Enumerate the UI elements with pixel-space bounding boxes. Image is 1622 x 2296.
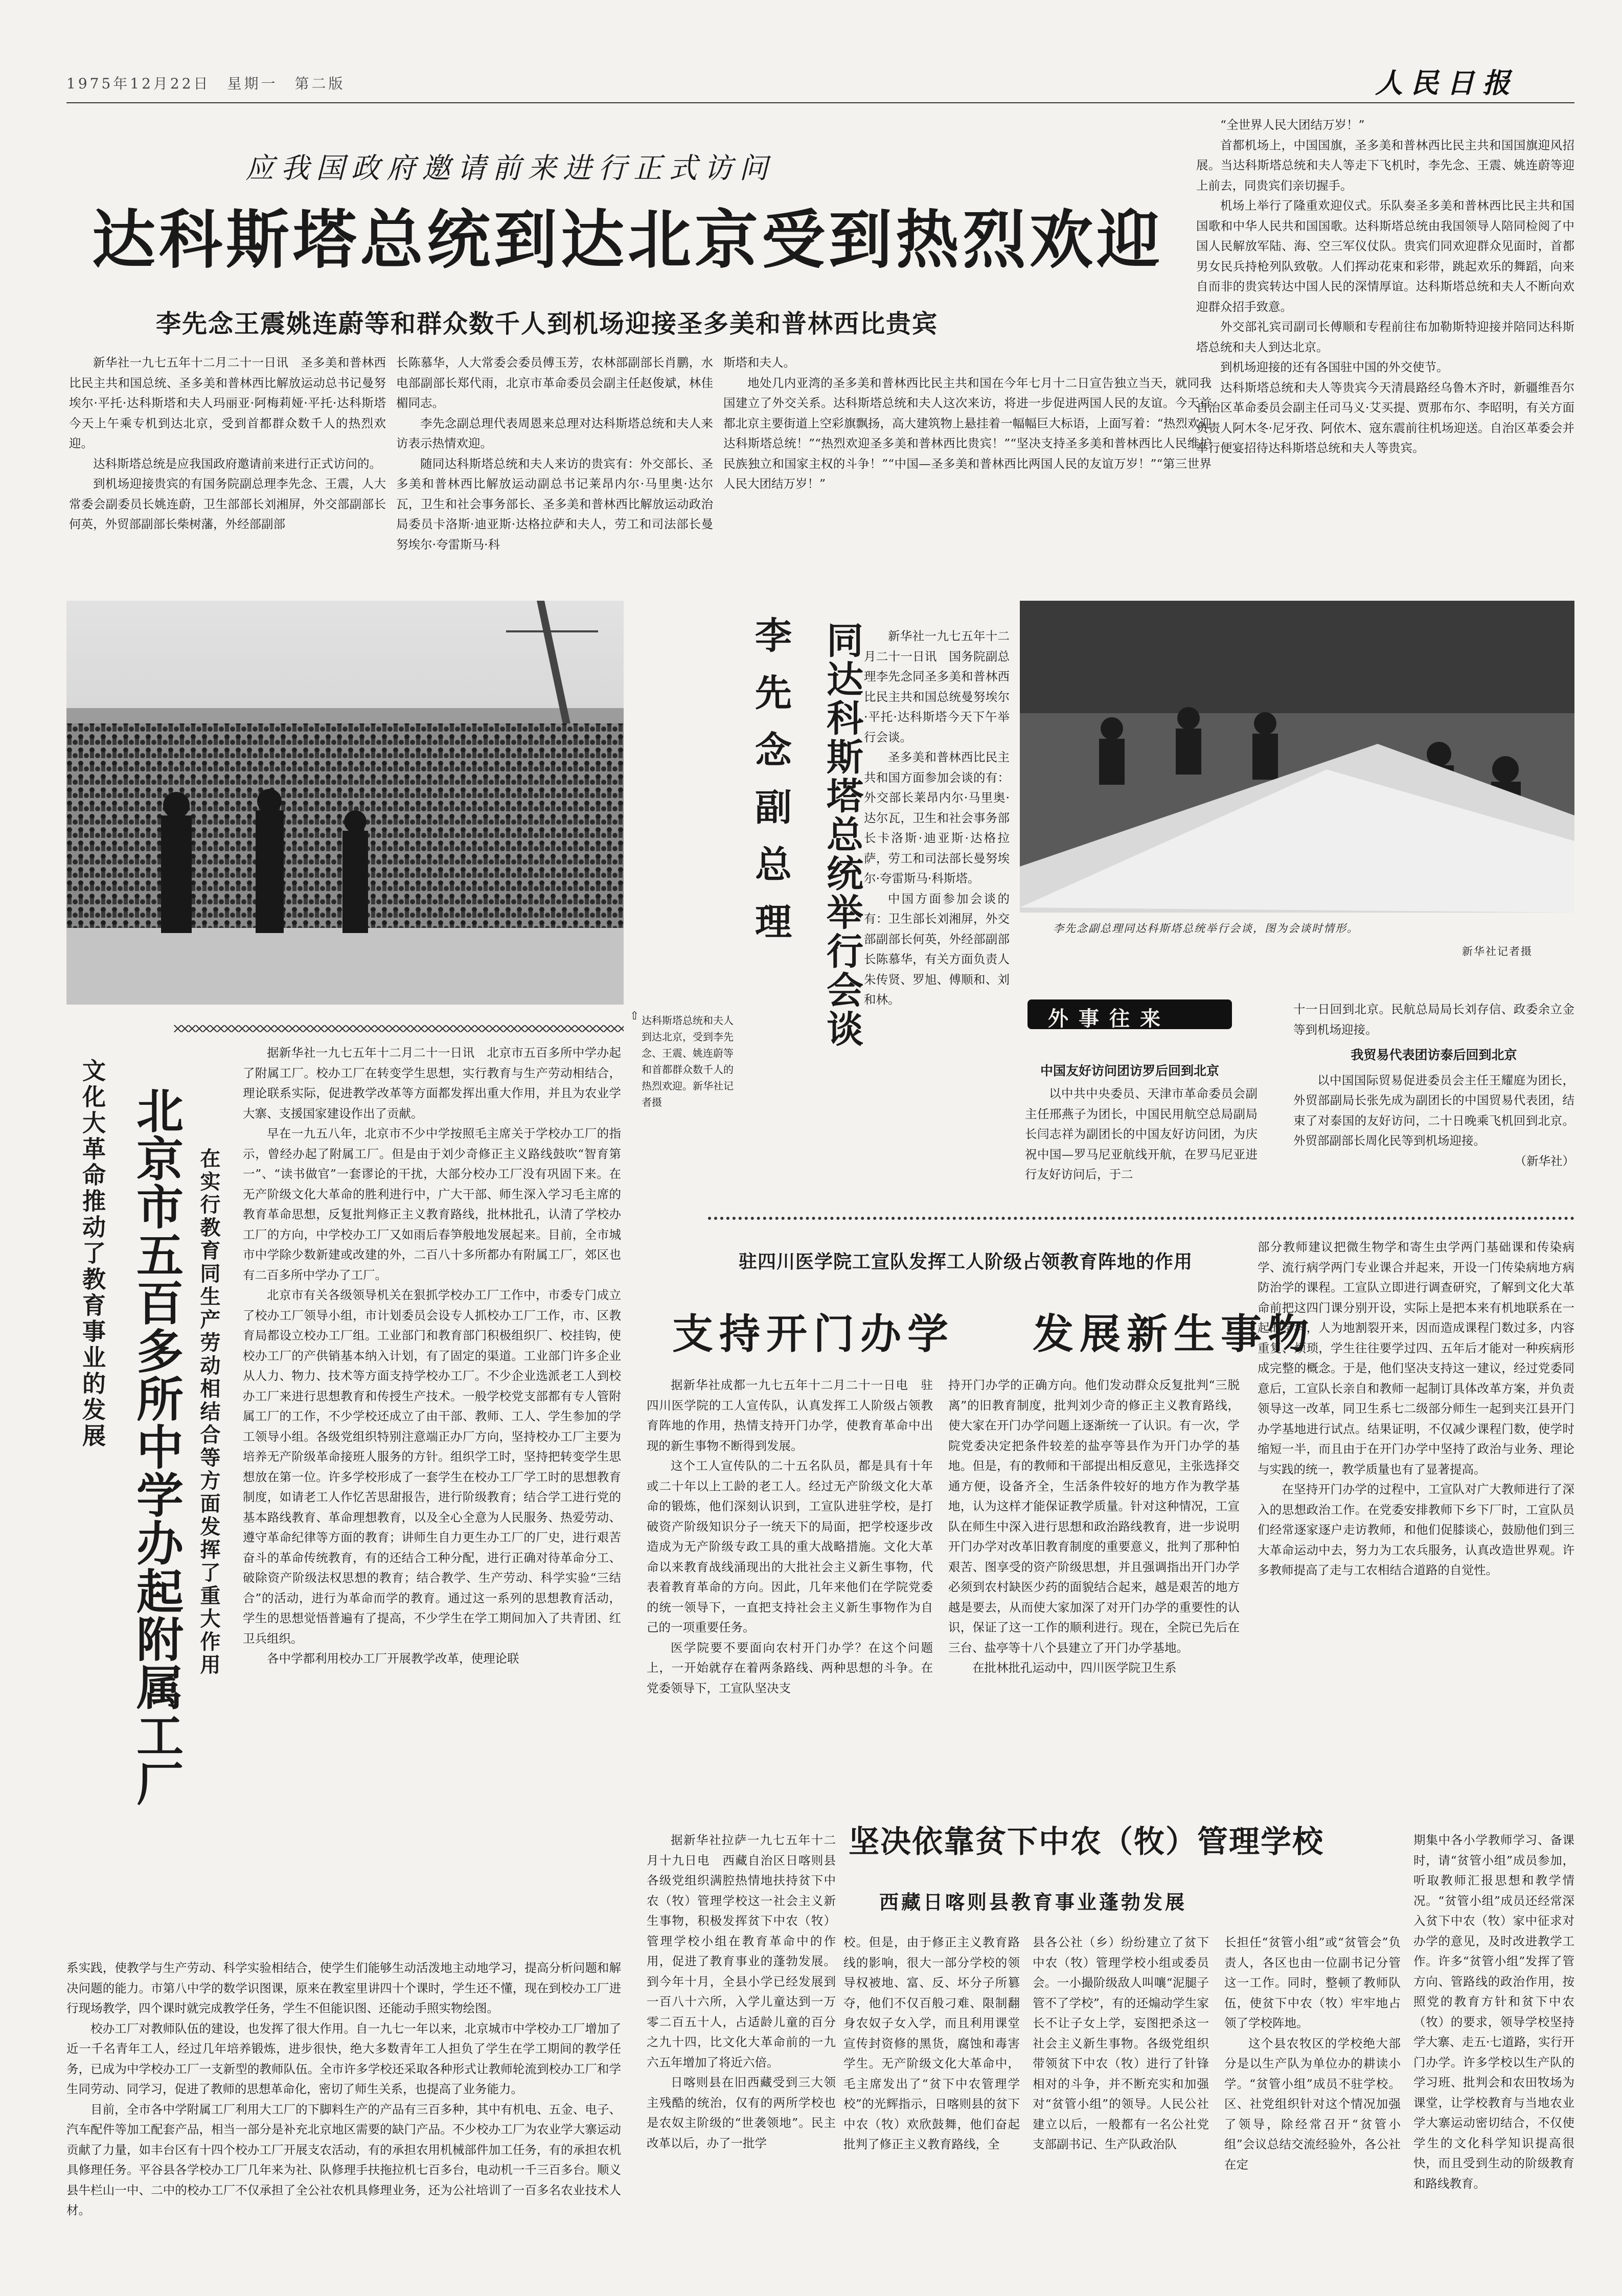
talks-paragraph: 新华社一九七五年十二月二十一日讯 国务院副总理李先念同圣多美和普林西比民主共和国总统曼努埃尔·平托·达科斯塔今天下午举行会谈。: [864, 629, 1010, 744]
talks-body: [864, 626, 1010, 1230]
lead-paragraph: 首都机场上，中国国旗，圣多美和普林西比民主共和国国旗迎风招展。当达科斯塔总统和夫人等走下飞机时，李先念、王震、姚连蔚等迎上前去，同贵宾们亲切握手。: [1196, 138, 1574, 193]
dotted-divider: [708, 1217, 1574, 1220]
talks-paragraph: 中国方面参加会谈的有：卫生部长刘湘屏，外交部副部长何英，外经部副部长陈慕华，有关方面负责人朱传贤、罗旭、傅顺和、刘和林。: [864, 891, 1010, 1007]
openschool-paragraph: 这个工人宣传队的二十五名队员，都是具有十年或二十年以上工龄的老工人。经过无产阶级文化大革命的锻炼，他们深刻认识到，工宣队进驻学校，是打破资产阶级知识分子一统天下的局面，把学校逐步改造成为无产阶级专政工具的重大战略措施。文化大革命以来教育战线涌现出的大批社会主义新生事物，代表着教育革命的方向。因此，几年来他们在学院党委的统一领导下，一直把支持社会主义新生事物作为自己的一项重要任务。: [647, 1459, 933, 1634]
tibet-paragraph: 长担任“贫管小组”或“贫管会”负责人，各区也由一位副书记分管这一工作。同时，整顿了教师队伍，使贫下中农（牧）牢牢地占领了学校阵地。: [1224, 1935, 1401, 2030]
lead-kicker: 应我国政府邀请前来进行正式访问: [245, 152, 774, 185]
factories-paragraph: 校办工厂对教师队伍的建设，也发挥了很大作用。自一九七一年以来，北京城市中学校办工厂增加了近一千名青年工人，经过几年培养锻炼，进步很快，绝大多数青年工人担负了学生在学工期间的教学任务，已成为中学校办工厂一支新型的教师队伍。全市许多学校还采取各种形式让教师轮流到校办工厂和学生同劳动、同学习，促进了教师的思想革命化，密切了师生关系，也提高了业务能力。: [66, 2021, 621, 2096]
tibet-column-2: [843, 1933, 1020, 2265]
foreign-paragraph: 十一日回到北京。民航总局局长刘存信、政委余立金等到机场迎接。: [1293, 1002, 1574, 1037]
lead-paragraph: 新华社一九七五年十二月二十一日讯 圣多美和普林西比民主共和国总统、圣多美和普林西比解放运动总书记曼努埃尔·平托·达科斯塔和夫人玛丽亚·阿梅莉娅·平托·达科斯塔今天上午乘专机到达北京，受到首都群众数千人的热烈欢迎。: [69, 355, 386, 450]
openschool-paragraph: 在坚持开门办学的过程中，工宣队对广大教师进行了深入的思想政治工作。在党委安排教师下乡下厂时，工宣队员们经常逐家逐户走访教师，和他们促膝谈心，鼓励他们到三大革命运动中去，努力为工农兵服务，认真改造世界观。许多教师提高了走与工农相结合道路的自觉性。: [1258, 1482, 1574, 1577]
talks-paragraph: 圣多美和普林西比民主共和国方面参加会谈的有：外交部长莱昂内尔·马里奥·达尔瓦，卫生和社会事务部长卡洛斯·迪亚斯·达格拉萨，劳工和司法部长曼努埃尔·夸雷斯马·科斯塔。: [864, 750, 1010, 885]
lead-paragraph: 达科斯塔总统和夫人等贵宾今天清晨路经乌鲁木齐时，新疆维吾尔自治区革命委员会副主任司马义·艾买提、贾那布尔、李昭明，有关方面负责人阿木冬·尼牙孜、阿依木、寇东震前往机场迎送。自治区革委会并举行便宴招待达科斯塔总统和夫人等贵宾。: [1196, 380, 1574, 455]
airport-welcome-photo: [66, 601, 624, 1005]
factories-body-lower: [66, 1958, 621, 2265]
foreign-item1-body: [1025, 1084, 1258, 1232]
factories-paragraph: 据新华社一九七五年十二月二十一日讯 北京市五百多所中学办起了附属工厂。校办工厂在转变学生思想，实行教育与生产劳动相结合，理论联系实际，促进教学改革等方面都发挥出重大作用，并且为农业学大寨、支援国家建设作出了贡献。: [243, 1045, 621, 1121]
lead-paragraph: “全世界人民大团结万岁！”: [1220, 118, 1365, 132]
factories-paragraph: 早在一九五八年，北京市不少中学按照毛主席关于学校办工厂的指示，曾经办起了附属工厂。但是由于刘少奇修正主义路线鼓吹“智育第一”、“读书做官”一套谬论的干扰，大部分校办工厂没有巩固下来。在无产阶级文化大革命的胜利进行中，广大干部、师生深入学习毛主席的教育革命思想，反复批判修正主义教育路线，批林批孔，认清了学校办工厂的方向，中学校办工厂又如雨后春笋般地发展起来。目前，全市城市中学除少数新建或改建的外，二百八十多所都办有附属工厂，郊区也有二百多所中学办了工厂。: [243, 1126, 621, 1282]
talks-headline-a: 李先念副总理: [749, 616, 792, 960]
tibet-column-5: [1413, 1830, 1574, 2265]
factories-side-head: 文化大革命推动了教育事业的发展: [79, 1058, 106, 1449]
lead-column-4: [1196, 115, 1574, 593]
talks-photo-credit: 新华社记者摄: [1462, 945, 1533, 958]
foreign-paragraph: 以中共中央委员、天津市革命委员会副主任邢燕子为团长，中国民用航空总局副局长闫志祥为副团长的中国友好访问团，为庆祝中国—罗马尼亚航线开航，在罗马尼亚进行友好访问后，于二: [1025, 1086, 1258, 1181]
factories-headline: 北京市五百多所中学办起附属工厂: [129, 1086, 184, 1807]
lead-paragraph: 机场上举行了隆重欢迎仪式。乐队奏圣多美和普林西比民主共和国国歌和中华人民共和国国歌。达科斯塔总统由我国领导人陪同检阅了中国人民解放军陆、海、空三军仪仗队。贵宾们同欢迎群众见面时，首都男女民兵持枪列队致敬。人们挥动花束和彩带，跳起欢乐的舞蹈，向来自而非的贵宾转达中国人民的深情厚谊。达科斯塔总统和夫人不断向欢迎群众招手致意。: [1196, 198, 1574, 314]
talks-photo-caption: 李先念副总理同达科斯塔总统举行会谈，图为会谈时情形。: [1053, 922, 1359, 935]
tibet-column-3: [1033, 1933, 1209, 2265]
factories-body-upper: [243, 1043, 621, 1950]
foreign-affairs-banner-text: 外事往来: [1048, 1007, 1171, 1031]
foreign-item2-title: 我贸易代表团访泰后回到北京: [1351, 1048, 1517, 1062]
date-line: 1975年12月22日 星期一 第二版: [66, 75, 346, 92]
photo-caption-arrow-icon: ⇧: [630, 1010, 639, 1022]
lead-paragraph: 达科斯塔总统是应我国政府邀请前来进行正式访问的。: [93, 456, 381, 471]
openschool-paragraph: 部分教师建议把微生物学和寄生虫学两门基础课和传染病学、流行病学两门专业课合并起来，开设一门传染病地方病防治学的课程。工宣队立即进行调查研究，了解到文化大革命前把这四门课分别开设，实际上是把本来有机地联系在一起的学科，人为地割裂开来，因而造成课程门数过多，内容重复、烦琐，学生往往要学过四、五年后才能对一种疾病形成完整的概念。于是，他们坚决支持这一建议，经过党委同意后，工宣队长亲自和教师一起制订具体改革方案，并负责领导这一改革，同卫生系七二级部分师生一起到夹江县开门办学基地进行试点。结果证明，不仅减少课程门数，使学时缩短一半，而且由于在开门办学中坚持了政治与业务、理论与实践的统一，教学质量也有了显著提高。: [1258, 1240, 1574, 1476]
lead-subheadline: 李先念王震姚连蔚等和群众数千人到机场迎接圣多美和普林西比贵宾: [156, 309, 939, 338]
factories-subhead: 在实行教育同生产劳动相结合等方面发挥了重大作用: [197, 1148, 221, 1677]
tibet-headline: 坚决依靠贫下中农（牧）管理学校: [849, 1824, 1324, 1860]
airport-photo-caption-text: 达科斯塔总统和夫人到达北京，受到李先念、王震、姚连蔚等和首都群众数千人的热烈欢迎。新华社记者摄: [642, 1014, 734, 1108]
tibet-column-1: [647, 1830, 836, 2265]
lead-paragraph: 李先念副总理代表周恩来总理对达科斯塔总统和夫人来访表示热情欢迎。: [396, 416, 713, 450]
tibet-column-4: [1224, 1933, 1401, 2265]
tibet-paragraph: 期集中各小学教师学习、备课时，请“贫管小组”成员参加，听取教师汇报思想和教学情况。“贫管小组”成员还经常深入贫下中农（牧）家中征求对办学的意见，及时改进教学工作。许多“贫管小组”发挥了管方向、管路线的政治作用，按照党的教育方针和贫下中农（牧）的要求，领导学校坚持学大寨、走五·七道路，实行开门办学。许多学校以生产队的学习班、批判会和农田牧场为课堂，让学校教育与当地农业学大寨运动密切结合，不仅使学生的文化科学知识提高很快，而且受到生动的阶级教育和路线教育。: [1413, 1833, 1574, 2191]
tibet-paragraph: 日喀则县在旧西藏受到三大领主残酷的统治，仅有的两所学校也是农奴主阶级的“世袭领地”。民主改革以后，办了一批学: [647, 2075, 836, 2150]
lead-column-2: [396, 353, 713, 593]
foreign-item1-title: 中国友好访问团访罗后回到北京: [1040, 1063, 1220, 1078]
talks-photo: [1020, 601, 1574, 913]
talks-headline-b: 同达科斯塔总统举行会谈: [820, 621, 864, 1049]
factories-paragraph: 目前，全市各中学附属工厂利用大工厂的下脚料生产的产品有三百多种，其中有机电、五金、电子、汽车配件等加工配套产品，相当一部分是补充北京地区需要的缺门产品。不少校办工厂为农业学大寨运动贡献了力量，如丰台区有十四个校办工厂开展支农活动，有的承担农用机械部件加工任务，有的承担农机具修理任务。平谷县各学校办工厂几年来为社、队修理手扶拖拉机七百多台，电动机一千三百多台。顺义县牛栏山一中、二中的校办工厂不仅承担了全公社农机具修理业务，还为公社培训了一百多名农业技术人材。: [66, 2102, 621, 2217]
paper-name: 人民日报: [1375, 66, 1518, 99]
lead-paragraph: 长陈慕华，人大常委会委员傅玉芳，农林部副部长肖鹏，水电部副部长郑代雨，北京市革命委员会副主任赵俊斌，林佳楣同志。: [396, 355, 713, 410]
lead-paragraph: 外交部礼宾司副司长傅顺和专程前往布加勒斯特迎接并陪同达科斯塔总统和夫人到达北京。: [1196, 320, 1574, 354]
factories-paragraph: 系实践，使教学与生产劳动、科学实验相结合，使学生们能够生动活泼地主动地学习，提高分析问题和解决问题的能力。市第八中学的数学识图课，原来在教室里讲四十个课时，学生还不懂，现在到校办工厂进行现场教学，四个课时就完成教学任务，学生不但能识图、还能动手照实物绘图。: [66, 1961, 621, 2015]
lead-paragraph: 地处几内亚湾的圣多美和普林西比民主共和国在今年七月十二日宣告独立当天，就同我国建立了外交关系。达科斯塔总统和夫人这次来访，将进一步促进两国人民的友谊。今天首都北京主要街道上空彩旗飘扬，高大建筑物上悬挂着一幅幅巨大标语，上面写着：“热烈欢迎达科斯塔总统！”“热烈欢迎圣多美和普林西比贵宾！”“坚决支持圣多美和普林西比人民维护民族独立和国家主权的斗争！”“中国—圣多美和普林西比两国人民的友谊万岁！”“第三世界人民大团结万岁！”: [723, 375, 1212, 491]
openschool-column-2: [948, 1375, 1240, 2025]
masthead-rule: [66, 102, 1574, 103]
lead-paragraph: 随同达科斯塔总统和夫人来访的贵宾有：外交部长、圣多美和普林西比解放运动副总书记莱昂内尔·马里奥·达尔瓦，卫生和社会事务部长、圣多美和普林西比解放运动政治局委员卡洛斯·迪亚斯·达格拉萨和夫人，劳工和司法部长曼努埃尔·夸雷斯马·科: [396, 456, 713, 552]
factories-paragraph: 北京市有关各级领导机关在狠抓学校办工厂工作中，市委专门成立了校办工厂领导小组，市计划委员会设专人抓校办工厂工作，市、区教育局都设立校办工厂组。工业部门和教育部门积极组织厂、校挂钩，使校办工厂的产供销基本纳入计划，有了固定的渠道。工业部门许多企业从人力、物力、技术等方面支持学校办工厂。不少企业选派老工人到校办工厂来进行思想教育和传授生产技术。一般学校党支部都有专人管附属工厂的工作，不少学校还成立了由干部、教师、工人、学生参加的学工领导小组。各级党组织特别注意端正办厂方向，坚持校办工厂主要为培养无产阶级革命接班人服务的方针。组织学工时，坚持把转变学生思想放在第一位。许多学校形成了一套学生在校办工厂学工时的思想教育制度，如请老工人作忆苦思甜报告，进行阶级教育；结合学工进行党的基本路线教育、革命理想教育，以及全心全意为人民服务、热爱劳动、遵守革命纪律等方面的教育；讲师生自力更生办工厂的厂史，进行艰苦奋斗的革命传统教育，有的还结合工种分配，进行正确对待革命分工、破除资产阶级法权思想的教育；结合教学、生产劳动、科学实验“三结合”的活动，进行为革命而学的教育。通过这一系列的思想教育活动，学生的思想觉悟普遍有了提高，不少学生在学工期间加入了共青团、红卫兵组织。: [243, 1288, 621, 1646]
lead-paragraph: 斯塔和夫人。: [723, 355, 795, 370]
foreign-paragraph: 以中国国际贸易促进委员会主任王耀庭为团长，外贸部副局长张先成为副团长的中国贸易代表团，结束了对泰国的友好访问，二十日晚乘飞机回到北京。外贸部副部长周化民等到机场迎接。: [1293, 1073, 1574, 1148]
tibet-paragraph: 县各公社（乡）纷纷建立了贫下中农（牧）管理学校小组或委员会。一小撮阶级敌人叫嚷“泥腿子管不了学校”，有的还煽动学生家长不让子女上学，妄图把杀这一社会主义新生事物。各级党组织带领贫下中农（牧）进行了针锋相对的斗争，并不断充实和加强对“贫管小组”的领导。人民公社建立以后，一般都有一名公社党支部副书记、生产队政治队: [1033, 1935, 1209, 2151]
lead-column-1: [69, 353, 386, 593]
lead-paragraph: 到机场迎接贵宾的有国务院副总理李先念、王震，人大常委会副委员长姚连蔚，卫生部部长刘湘屏，外交部副部长何英，外贸部副部长柴树藩，外经部副部: [69, 476, 386, 531]
openschool-paragraph: 医学院要不要面向农村开门办学？在这个问题上，一开始就存在着两条路线、两种思想的斗争。在党委领导下，工宣队坚决支: [647, 1640, 933, 1695]
tibet-paragraph: 据新华社拉萨一九七五年十二月十九日电 西藏自治区日喀则县各级党组织满腔热情地扶持贫下中农（牧）管理学校这一社会主义新生事物，积极发挥贫下中农（牧）管理学校小组在教育革命中的作用，促进了教育事业的蓬勃发展。到今年十月，全县小学已经发展到一百八十六所，入学儿童达到一万零二百五十人，占适龄儿童的百分之九十四，比文化大革命前的一九六五年增加了将近六倍。: [647, 1833, 836, 2070]
foreign-affairs-banner: [1027, 999, 1232, 1029]
openschool-paragraph: 持开门办学的正确方向。他们发动群众反复批判“三脱离”的旧教育制度，批判刘少奇的修正主义教育路线，使大家在开门办学问题上逐渐统一了认识。有一次，学院党委决定把条件较差的盐亭等县作为开门办学的基地。但是，有的教师和干部提出相反意见，主张选择交通方便，设备齐全，生活条件较好的地方作为教学基地，认为这样才能保证教学质量。针对这种情况，工宣队在师生中深入进行思想和政治路线教育，进一步说明开门办学对改革旧教育制度的重要意义，批判了那种怕艰苦、图享受的资产阶级思想，并且强调指出开门办学必须到农村缺医少药的面貌结合起来，越是艰苦的地方越是要去，从而使大家加深了对开门办学的重要性的认识，保证了这一工作的顺利进行。现在，全院已先后在三台、盐亭等十八个县建立了开门办学基地。: [948, 1378, 1240, 1655]
zigzag-divider: [174, 1025, 624, 1032]
lead-headline: 达科斯塔总统到达北京受到热烈欢迎: [92, 203, 1164, 277]
lead-paragraph: 到机场迎接的还有各国驻中国的外交使节。: [1220, 360, 1449, 374]
tibet-paragraph: 这个县农牧区的学校绝大部分是以生产队为单位办的耕读小学。“贫管小组”成员不驻学校。区、社党组织针对这个情况加强了领导，除经常召开“贫管小组”会议总结交流经验外，各公社在定: [1224, 2036, 1401, 2172]
factories-paragraph: 各中学都利用校办工厂开展教学改革，使理论联: [267, 1651, 519, 1666]
talks-image: [1020, 601, 1574, 913]
openschool-paragraph: 据新华社成都一九七五年十二月二十一日电 驻四川医学院的工人宣传队，认真发挥工人阶级占领教育阵地的作用，热情支持开门办学，使教育革命中出现的新生事物不断得到发展。: [647, 1378, 933, 1453]
foreign-item2-credit: （新华社）: [1514, 1153, 1574, 1168]
lead-column-3: [723, 353, 1212, 593]
openschool-headline-a: 支持开门办学: [672, 1310, 954, 1358]
openschool-kicker: 驻四川医学院工宣队发挥工人阶级占领教育阵地的作用: [739, 1251, 1193, 1272]
airport-photo-caption: [642, 1012, 736, 1166]
tibet-subhead: 西藏日喀则县教育事业蓬勃发展: [879, 1891, 1187, 1914]
foreign-item2: [1293, 999, 1574, 1230]
tibet-paragraph: 校。但是，由于修正主义教育路线的影响，很大一部分学校的领导权被地、富、反、坏分子所篡夺，他们不仅百般刁难、限制翻身农奴子女入学，而且利用课堂宣传封资修的黑货，腐蚀和毒害学生。无产阶级文化大革命中，毛主席发出了“贫下中农管理学校”的光辉指示，日喀则县的贫下中农（牧）欢欣鼓舞，他们奋起批判了修正主义教育路线，全: [843, 1935, 1020, 2151]
openschool-headline-b: 发展新生事物: [1033, 1310, 1315, 1358]
airport-welcome-image: [66, 601, 624, 1005]
openschool-paragraph: 在批林批孔运动中，四川医学院卫生系: [972, 1661, 1177, 1675]
